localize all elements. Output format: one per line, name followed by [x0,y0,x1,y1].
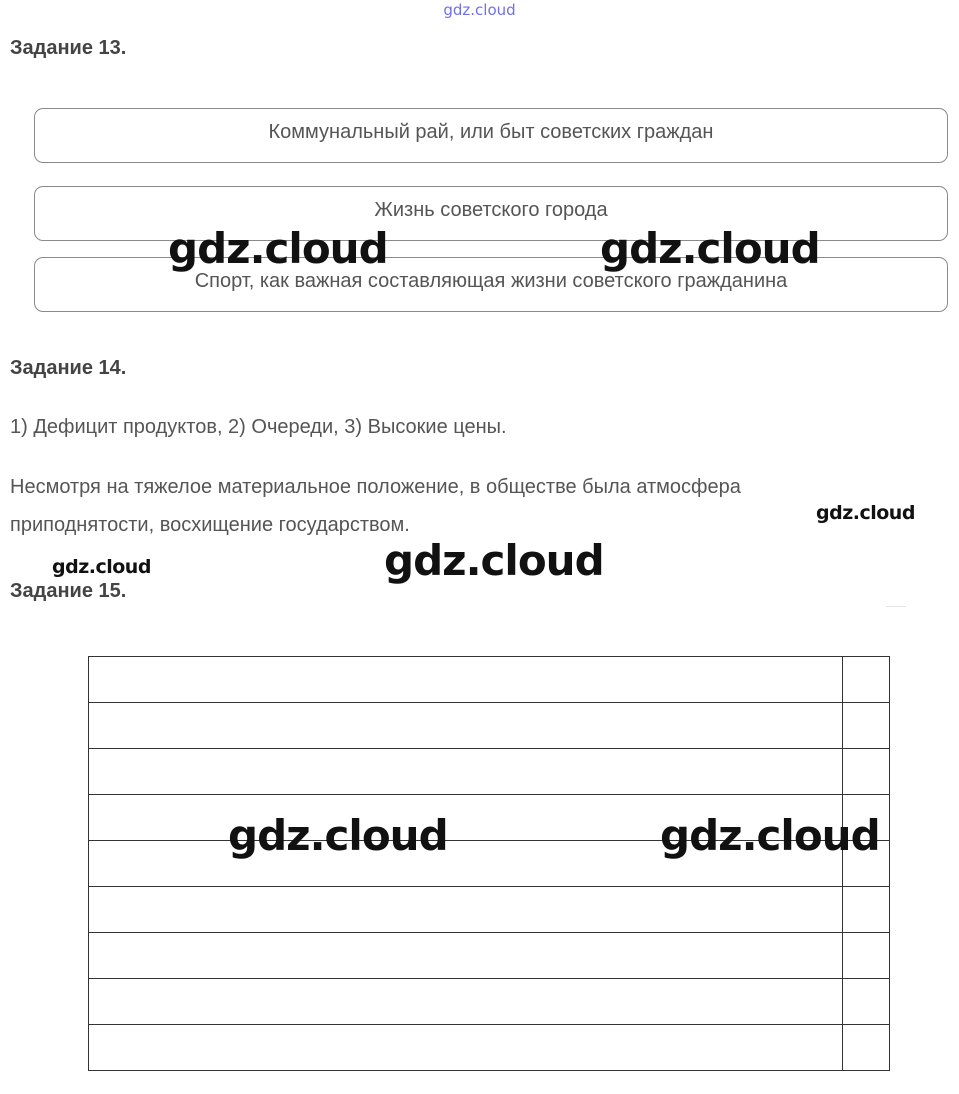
table-cell-main [89,749,843,795]
table-cell-main [89,657,843,703]
table-cell-side [842,657,889,703]
table-row [89,933,890,979]
table-cell-side [842,933,889,979]
table-row [89,979,890,1025]
table-cell-side [842,749,889,795]
watermark-1: gdz.cloud [168,224,388,273]
table-cell-side [842,703,889,749]
table-cell-main [89,933,843,979]
table-cell-side [842,979,889,1025]
table-row [89,887,890,933]
task-15-heading: Задание 15. [10,580,127,602]
task-14-heading: Задание 14. [10,357,127,379]
table-row [89,703,890,749]
topic-box-1-label: Коммунальный рай, или быт советских граждан [268,121,714,143]
table-cell-main [89,703,843,749]
table-cell-main [89,1025,843,1071]
watermark-6: gdz.cloud [228,811,448,860]
task-13-heading: Задание 13. [10,37,127,59]
watermark-top: gdz.cloud [443,1,516,19]
watermark-5: gdz.cloud [384,536,604,585]
table-cell-side [842,887,889,933]
watermark-4: gdz.cloud [52,556,151,578]
watermark-7: gdz.cloud [660,811,880,860]
task-14-answer-list: 1) Дефицит продуктов, 2) Очереди, 3) Высокие цены. [10,416,507,438]
faint-divider [886,606,906,607]
table-cell-side [842,1025,889,1071]
answer-table [88,656,890,1071]
watermark-3: gdz.cloud [816,502,915,524]
watermark-2: gdz.cloud [600,224,820,273]
table-row [89,657,890,703]
table-cell-main [89,887,843,933]
table-cell-main [89,979,843,1025]
table-row [89,749,890,795]
table-row [89,1025,890,1071]
task-14-paragraph: Несмотря на тяжелое материальное положение, в обществе была атмосфера приподнятости, восхищение государством. [10,476,741,536]
topic-box-2-label: Жизнь советского города [374,199,608,221]
topic-box-3-label: Спорт, как важная составляющая жизни советского гражданина [194,270,788,292]
topic-box-1 [34,108,948,163]
